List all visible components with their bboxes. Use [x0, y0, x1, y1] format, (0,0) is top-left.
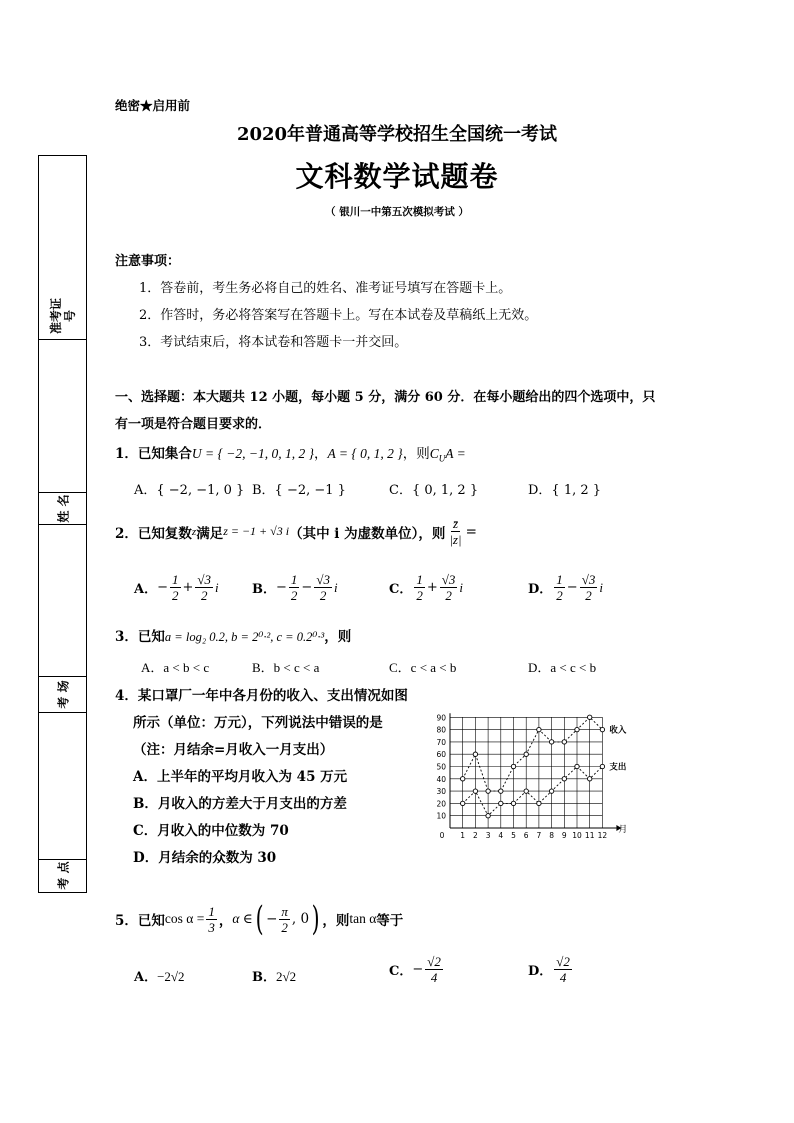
box-divider	[39, 524, 86, 525]
y-tick-label: 40	[436, 774, 446, 784]
section-heading-cont: 有一项是符合题目要求的．	[115, 417, 272, 432]
paper-subtitle: （ 银川一中第五次模拟考试 ）	[325, 206, 469, 218]
question-3: 3．已知a = log₂ 0.2, b = 2⁰·², c = 0.2⁰·³，则	[115, 629, 352, 645]
y-tick-label: 30	[436, 787, 446, 797]
series-point	[575, 764, 579, 768]
q1-option-b: B．{ −2, −1 }	[252, 483, 346, 498]
series-point	[524, 789, 528, 793]
exam-title: 2020年普通高等学校招生全国统一考试	[236, 124, 558, 145]
series-point	[473, 752, 477, 756]
q2-option-d: D． $\frac{1}{2}$ − $\frac{√3}{2}$ i	[528, 572, 603, 603]
series-point	[486, 789, 490, 793]
section-heading: 一、选择题：本大题共 12 小题，每小题 5 分，满分 60 分．在每小题给出的四个选项中，只	[115, 390, 656, 405]
series-point	[524, 752, 528, 756]
box-divider	[39, 712, 86, 713]
series-point	[562, 740, 566, 744]
q4-option-b: B．月收入的方差大于月支出的方差	[133, 796, 347, 812]
x-tick-label: 3	[485, 831, 491, 840]
q3-option-d: D．a < c < b	[528, 660, 597, 675]
y-tick-label: 80	[436, 725, 446, 735]
y-tick-label: 90	[436, 713, 446, 723]
series-point	[575, 727, 579, 731]
y-tick-label: 10	[436, 811, 446, 821]
series-point	[549, 740, 553, 744]
series-label: 收入	[609, 725, 627, 736]
x-tick-label: 4	[498, 831, 504, 840]
y-tick-label: 70	[436, 737, 446, 747]
y-tick-label: 60	[436, 750, 446, 760]
x-tick-label: 10	[572, 831, 582, 840]
x-tick-label: 7	[536, 831, 542, 840]
paper-title: 文科数学试题卷	[295, 160, 499, 193]
series-point	[511, 764, 515, 768]
series-point	[588, 777, 592, 781]
notice-item: 2．作答时，务必将答案写在答题卡上。写在本试卷及草稿纸上无效。	[139, 308, 538, 323]
x-tick-label: 9	[561, 831, 567, 840]
question-2: 2．已知复数 z 满足 z = −1 + √3 i （其中 i 为虚数单位），则 $\frac{z̄}{|z|}$ =	[115, 516, 477, 547]
q2-option-b: B． − $\frac{1}{2}$ − $\frac{√3}{2}$ i	[252, 572, 338, 603]
y-tick-label: 20	[436, 799, 446, 809]
secret-label: 绝密★启用前	[115, 98, 191, 113]
q3-option-a: A．a < b < c	[141, 660, 210, 675]
series-point	[511, 801, 515, 805]
series-point	[473, 789, 477, 793]
label-exam-room: 考 场	[56, 679, 71, 709]
x-tick-label: 6	[523, 831, 529, 840]
q3-option-c: C．c < a < b	[389, 660, 457, 675]
series-point	[537, 727, 541, 731]
question-5: 5．已知 cos α = $\frac{1}{3}$ ， α ∈ ( − $\frac{\pi}{2}$ , 0 ) ，则 tan α 等于	[115, 899, 404, 939]
notice-title: 注意事项：	[115, 254, 181, 269]
series-point	[600, 764, 604, 768]
binding-info-box	[38, 155, 87, 893]
q4-option-c: C．月收入的中位数为 70	[133, 823, 289, 839]
x-tick-label: 5	[511, 831, 516, 840]
x-axis-label: 月	[618, 825, 628, 835]
x-tick-label: 0	[439, 831, 445, 840]
q5-option-b: B．2√2	[252, 969, 297, 985]
box-divider	[39, 339, 86, 340]
question-1: 1．已知集合U = { −2, −1, 0, 1, 2 }，A = { 0, 1, 2 }，则$C_UA$ =	[115, 446, 466, 464]
series-point	[461, 801, 465, 805]
series-point	[499, 789, 503, 793]
x-tick-label: 2	[473, 831, 478, 840]
label-exam-site: 考 点	[56, 861, 71, 890]
notice-item: 3．考试结束后，将本试卷和答题卡一并交回。	[139, 335, 408, 350]
label-admission-number: 准考证号	[49, 297, 77, 334]
x-tick-label: 8	[549, 831, 554, 840]
question-4-line: 4．某口罩厂一年中各月份的收入、支出情况如图	[115, 688, 408, 704]
q5-option-c: C． − $\frac{√2}{4}$	[389, 954, 441, 985]
series-point	[499, 801, 503, 805]
q2-option-c: C． $\frac{1}{2}$ + $\frac{√3}{2}$ i	[389, 572, 464, 603]
q1-option-a: A．{ −2, −1, 0 }	[134, 483, 245, 498]
label-name: 姓 名	[56, 493, 71, 523]
q3-option-b: B．b < c < a	[252, 660, 320, 675]
y-tick-label: 50	[436, 762, 446, 772]
series-point	[549, 789, 553, 793]
q2-option-a: A． − $\frac{1}{2}$ + $\frac{√3}{2}$ i	[134, 572, 219, 603]
x-tick-label: 12	[597, 831, 608, 840]
x-tick-label: 1	[460, 831, 466, 840]
q1-option-c: C．{ 0, 1, 2 }	[389, 483, 479, 498]
series-point	[461, 777, 465, 781]
series-point	[562, 777, 566, 781]
question-4-line: 所示（单位：万元），下列说法中错误的是	[133, 715, 383, 731]
series-point	[600, 727, 604, 731]
income-expense-chart	[428, 694, 658, 842]
q5-option-a: A．−2√2	[134, 969, 185, 985]
series-point	[486, 814, 490, 818]
q1-option-d: D．{ 1, 2 }	[528, 483, 602, 498]
series-point	[537, 801, 541, 805]
q5-option-d: D． $\frac{√2}{4}$	[528, 954, 570, 985]
x-tick-label: 11	[584, 831, 595, 840]
q4-option-d: D．月结余的众数为 30	[133, 850, 277, 866]
series-point	[588, 715, 592, 719]
q4-option-a: A．上半年的平均月收入为 45 万元	[133, 769, 348, 785]
notice-item: 1．答卷前，考生务必将自己的姓名、准考证号填写在答题卡上。	[139, 281, 512, 296]
question-4-note: （注：月结余=月收入一月支出）	[133, 742, 334, 758]
series-label: 支出	[609, 762, 627, 773]
